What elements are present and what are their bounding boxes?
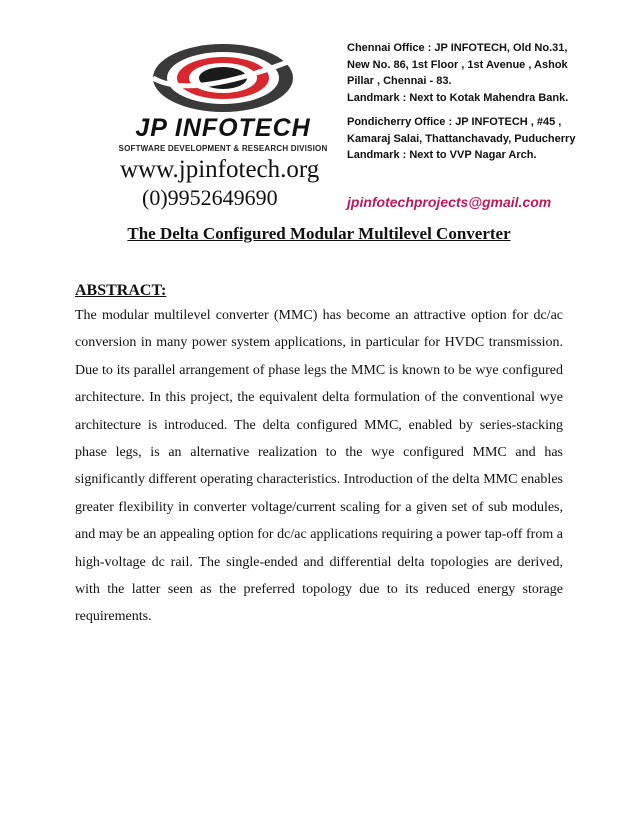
abstract-body: The modular multilevel converter (MMC) has become an attractive option for dc/ac conversion in many power system applications, in particular for HVDC transmission. Due to its parallel arrangement of phase legs the MMC is known to be wye configured architecture. In this project, the equivalent delta formulation of the conventional wye architecture is introduced. The delta configured MMC, enabled by series-stacking phase legs, is an alternative realization to the wye configured MMC and has significantly different operating characteristics. Introduction of the delta MMC enables greater flexibility in converter voltage/current scaling for a given set of sub modules, and may be an appealing option for dc/ac applications requiring a power tap-off from a high-voltage dc rail. The single-ended and differential delta topologies are derived, with the latter seen as the preferred topology due to its reduced energy storage requirements.: [75, 308, 563, 625]
chennai-line-4: Landmark : Next to Kotak Mahendra Bank.: [347, 91, 569, 104]
address-spacer: [347, 106, 604, 114]
document-title: The Delta Configured Modular Multilevel Converter: [127, 224, 511, 243]
division-label: SOFTWARE DEVELOPMENT & RESEARCH DIVISION: [118, 144, 328, 153]
website-text: www.jpinfotech.org: [120, 156, 320, 183]
pondicherry-line-2: Kamaraj Salai, Thattanchavady, Puducherry: [347, 132, 576, 145]
brand-name: JP INFOTECH: [135, 114, 311, 142]
company-logo-block: [112, 34, 334, 220]
letterhead-banner: [112, 34, 604, 220]
pondicherry-line-3: Landmark : Next to VVP Nagar Arch.: [347, 149, 537, 161]
jp-infotech-logo-icon: [150, 40, 296, 116]
chennai-line-3: Pillar , Chennai - 83.: [347, 75, 452, 87]
email-address: jpinfotechprojects@gmail.com: [347, 194, 552, 210]
abstract-heading: ABSTRACT:: [75, 282, 167, 299]
chennai-line-2: New No. 86, 1st Floor , 1st Avenue , Ashok: [347, 58, 568, 71]
pondicherry-line-1: Pondicherry Office : JP INFOTECH , #45 ,: [347, 116, 562, 128]
phone-number: (0)9952649690: [142, 185, 278, 210]
chennai-line-1: Chennai Office : JP INFOTECH, Old No.31,: [347, 42, 568, 54]
office-addresses: [347, 40, 604, 164]
